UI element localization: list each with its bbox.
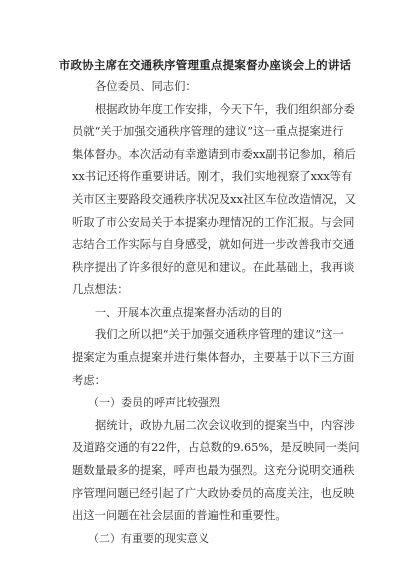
paragraph-line: 根据政协年度工作安排，今天下午，我们组织部分委: [95, 103, 355, 116]
paragraph-line: 志结合工作实际与自身感受，就如何进一步改善我市交通: [72, 238, 355, 251]
paragraph-line: 序管理问题已经引起了广大政协委员的高度关注，也反映: [72, 487, 355, 500]
paragraph-line: 据统计，政协九届二次会议收到的提案当中，内容涉: [95, 419, 355, 432]
subsection-heading: （一）委员的呼声比较强烈: [88, 396, 220, 409]
paragraph-line: 听取了市公安局关于本提案办理情况的工作汇报。与会同: [72, 216, 355, 229]
paragraph-line: 关市区主要路段交通秩序状况及xx社区车位改造情况，又: [72, 193, 356, 206]
paragraph-line: 秩序提出了许多很好的意见和建议。在此基础上，我再谈: [72, 261, 355, 274]
paragraph-line: 及道路交通的有22件，占总数的9.65%，是反映同一类问: [72, 441, 360, 454]
section-heading: 一、开展本次重点提案督办活动的目的: [95, 306, 282, 319]
paragraph-line: 员就“关于加强交通秩序管理的建议”这一重点提案进行: [72, 125, 344, 138]
salutation: 各位委员、同志们：: [95, 80, 197, 93]
paragraph-line: 出这一问题在社会层面的普遍性和重要性。: [72, 509, 287, 522]
paragraph-line: 题数量最多的提案，呼声也最为强烈。这充分说明交通秩: [72, 464, 355, 477]
paragraph-line: 考虑：: [72, 374, 106, 387]
paragraph-line: 提案定为重点提案并进行集体督办，主要基于以下三方面: [72, 351, 355, 364]
document-title: 市政协主席在交通秩序管理重点提案督办座谈会上的讲话: [58, 58, 352, 72]
paragraph-line: 几点想法：: [72, 283, 129, 296]
paragraph-line: 我们之所以把“关于加强交通秩序管理的建议”这一: [95, 328, 344, 341]
subsection-heading: （二）有重要的现实意义: [88, 532, 209, 545]
paragraph-line: xx书记还将作重要讲话。刚才，我们实地视察了xxx等有: [72, 170, 353, 183]
paragraph-line: 集体督办。本次活动有幸邀请到市委xx副书记参加，稍后: [72, 148, 356, 161]
